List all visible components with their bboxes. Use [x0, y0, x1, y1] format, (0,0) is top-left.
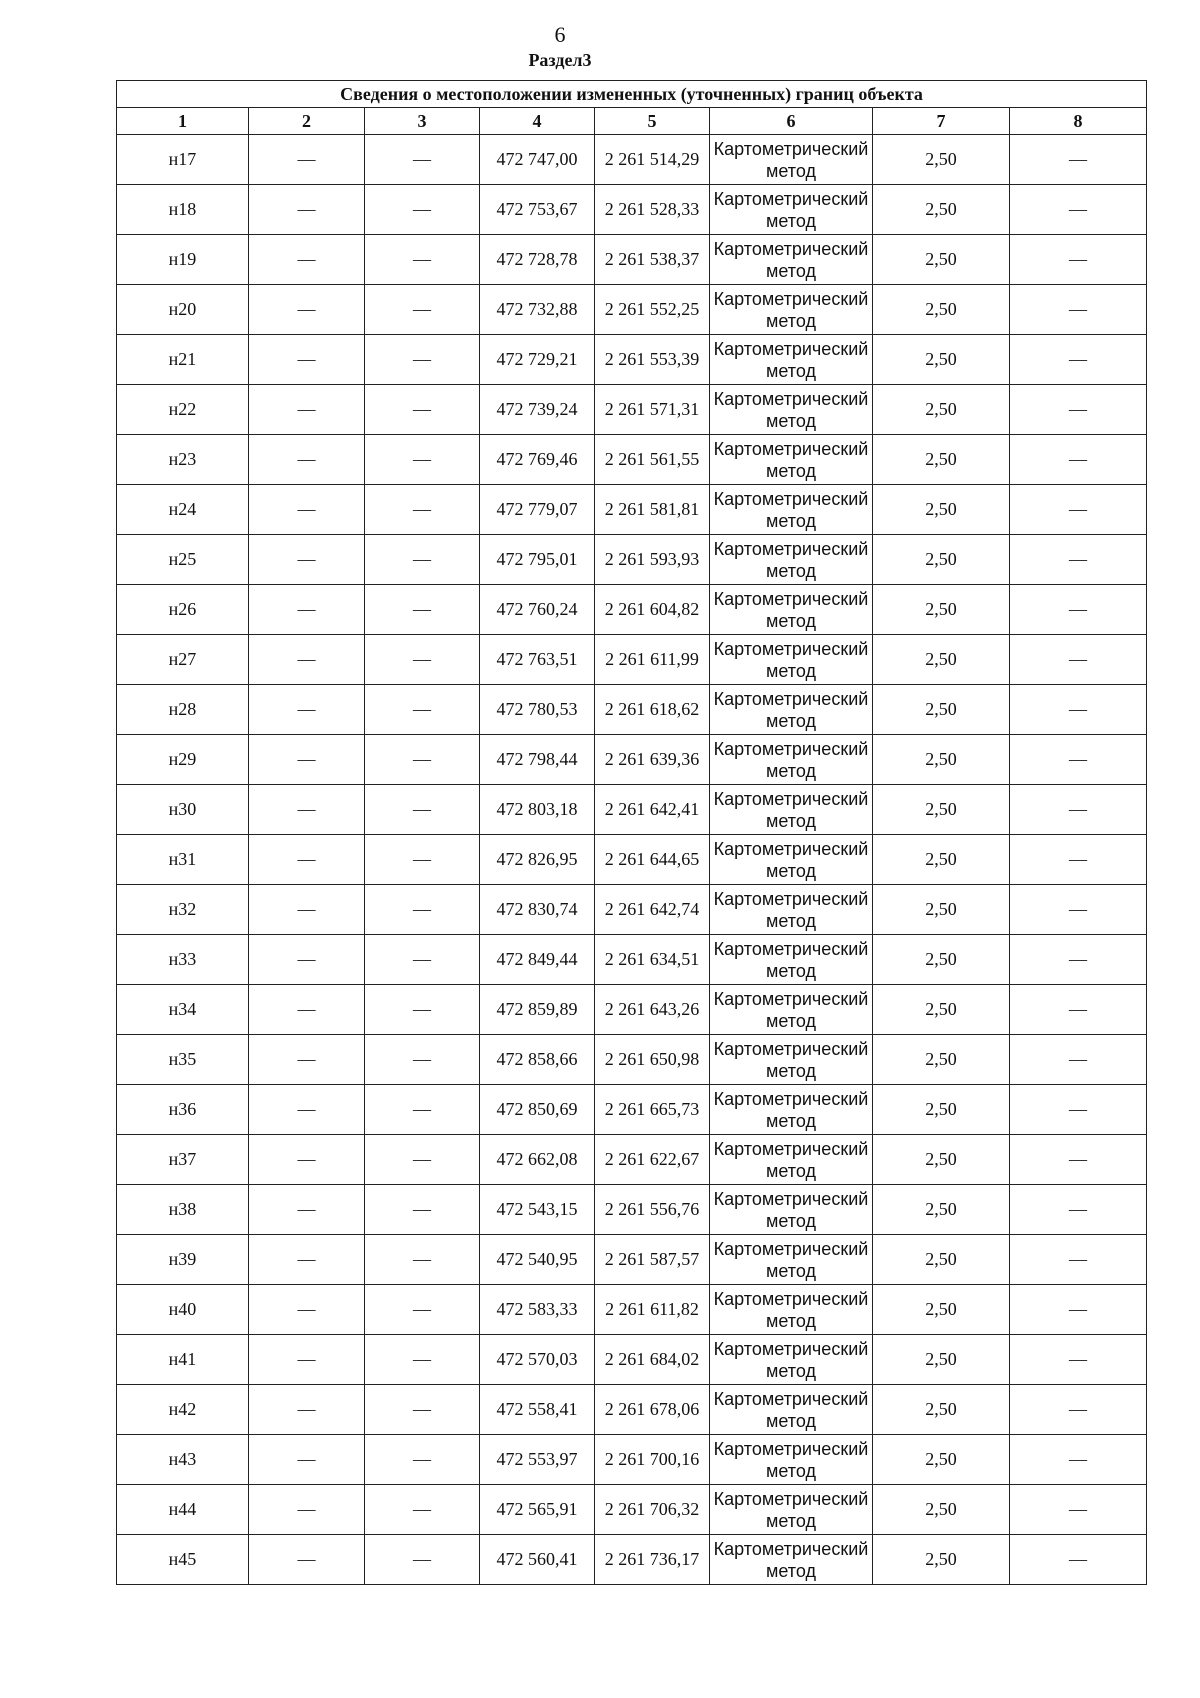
point-id-cell: н40 — [117, 1285, 249, 1335]
point-id-cell: н34 — [117, 985, 249, 1035]
y-coordinate-cell: 2 261 528,33 — [595, 185, 710, 235]
x-coordinate-cell: 472 662,08 — [480, 1135, 595, 1185]
col2-cell: — — [249, 585, 365, 635]
accuracy-cell: 2,50 — [873, 735, 1010, 785]
method-cell: Картометрический метод — [710, 635, 873, 685]
x-coordinate-cell: 472 780,53 — [480, 685, 595, 735]
col3-cell: — — [365, 1385, 480, 1435]
method-cell: Картометрический метод — [710, 235, 873, 285]
column-header-row — [117, 108, 1147, 135]
x-coordinate-cell: 472 728,78 — [480, 235, 595, 285]
point-id-cell: н45 — [117, 1535, 249, 1585]
table-row — [117, 1185, 1147, 1235]
col8-cell: — — [1010, 535, 1147, 585]
col3-cell: — — [365, 1285, 480, 1335]
x-coordinate-cell: 472 570,03 — [480, 1335, 595, 1385]
x-coordinate-cell: 472 739,24 — [480, 385, 595, 435]
col3-cell: — — [365, 685, 480, 735]
x-coordinate-cell: 472 747,00 — [480, 135, 595, 185]
col2-cell: — — [249, 1285, 365, 1335]
col2-cell: — — [249, 385, 365, 435]
accuracy-cell: 2,50 — [873, 1385, 1010, 1435]
point-id-cell: н43 — [117, 1435, 249, 1485]
table-row — [117, 485, 1147, 535]
point-id-cell: н25 — [117, 535, 249, 585]
x-coordinate-cell: 472 826,95 — [480, 835, 595, 885]
y-coordinate-cell: 2 261 644,65 — [595, 835, 710, 885]
accuracy-cell: 2,50 — [873, 585, 1010, 635]
table-row — [117, 1235, 1147, 1285]
y-coordinate-cell: 2 261 642,74 — [595, 885, 710, 935]
col3-cell: — — [365, 1185, 480, 1235]
accuracy-cell: 2,50 — [873, 985, 1010, 1035]
col3-cell: — — [365, 935, 480, 985]
col8-cell: — — [1010, 285, 1147, 335]
col3-cell: — — [365, 1485, 480, 1535]
x-coordinate-cell: 472 753,67 — [480, 185, 595, 235]
table-row — [117, 1135, 1147, 1185]
col3-cell: — — [365, 1435, 480, 1485]
accuracy-cell: 2,50 — [873, 885, 1010, 935]
x-coordinate-cell: 472 858,66 — [480, 1035, 595, 1085]
table-row — [117, 835, 1147, 885]
col3-cell: — — [365, 585, 480, 635]
col8-cell: — — [1010, 585, 1147, 635]
accuracy-cell: 2,50 — [873, 685, 1010, 735]
method-cell: Картометрический метод — [710, 735, 873, 785]
point-id-cell: н39 — [117, 1235, 249, 1285]
col8-cell: — — [1010, 385, 1147, 435]
point-id-cell: н21 — [117, 335, 249, 385]
point-id-cell: н38 — [117, 1185, 249, 1235]
x-coordinate-cell: 472 583,33 — [480, 1285, 595, 1335]
accuracy-cell: 2,50 — [873, 385, 1010, 435]
column-header-1: 1 — [117, 108, 249, 135]
point-id-cell: н33 — [117, 935, 249, 985]
col3-cell: — — [365, 535, 480, 585]
method-cell: Картометрический метод — [710, 1135, 873, 1185]
x-coordinate-cell: 472 553,97 — [480, 1435, 595, 1485]
col3-cell: — — [365, 385, 480, 435]
page-number: 6 — [554, 22, 566, 47]
col8-cell: — — [1010, 985, 1147, 1035]
y-coordinate-cell: 2 261 634,51 — [595, 935, 710, 985]
table-row — [117, 1285, 1147, 1335]
point-id-cell: н37 — [117, 1135, 249, 1185]
col3-cell: — — [365, 235, 480, 285]
col3-cell: — — [365, 1235, 480, 1285]
accuracy-cell: 2,50 — [873, 1335, 1010, 1385]
point-id-cell: н26 — [117, 585, 249, 635]
col8-cell: — — [1010, 735, 1147, 785]
point-id-cell: н27 — [117, 635, 249, 685]
method-cell: Картометрический метод — [710, 585, 873, 635]
col3-cell: — — [365, 485, 480, 535]
point-id-cell: н41 — [117, 1335, 249, 1385]
y-coordinate-cell: 2 261 678,06 — [595, 1385, 710, 1435]
col8-cell: — — [1010, 1385, 1147, 1435]
table-row — [117, 635, 1147, 685]
accuracy-cell: 2,50 — [873, 935, 1010, 985]
y-coordinate-cell: 2 261 571,31 — [595, 385, 710, 435]
col8-cell: — — [1010, 685, 1147, 735]
x-coordinate-cell: 472 732,88 — [480, 285, 595, 335]
accuracy-cell: 2,50 — [873, 785, 1010, 835]
y-coordinate-cell: 2 261 593,93 — [595, 535, 710, 585]
col8-cell: — — [1010, 635, 1147, 685]
col8-cell: — — [1010, 885, 1147, 935]
y-coordinate-cell: 2 261 611,82 — [595, 1285, 710, 1335]
point-id-cell: н19 — [117, 235, 249, 285]
accuracy-cell: 2,50 — [873, 435, 1010, 485]
y-coordinate-cell: 2 261 665,73 — [595, 1085, 710, 1135]
col2-cell: — — [249, 835, 365, 885]
method-cell: Картометрический метод — [710, 1485, 873, 1535]
col8-cell: — — [1010, 1285, 1147, 1335]
method-cell: Картометрический метод — [710, 435, 873, 485]
col8-cell: — — [1010, 1235, 1147, 1285]
point-id-cell: н35 — [117, 1035, 249, 1085]
table-row — [117, 435, 1147, 485]
point-id-cell: н24 — [117, 485, 249, 535]
y-coordinate-cell: 2 261 587,57 — [595, 1235, 710, 1285]
table-row — [117, 985, 1147, 1035]
col2-cell: — — [249, 935, 365, 985]
y-coordinate-cell: 2 261 618,62 — [595, 685, 710, 735]
table-row — [117, 735, 1147, 785]
col3-cell: — — [365, 185, 480, 235]
col2-cell: — — [249, 985, 365, 1035]
col3-cell: — — [365, 135, 480, 185]
point-id-cell: н36 — [117, 1085, 249, 1135]
y-coordinate-cell: 2 261 553,39 — [595, 335, 710, 385]
y-coordinate-cell: 2 261 556,76 — [595, 1185, 710, 1235]
col2-cell: — — [249, 1435, 365, 1485]
method-cell: Картометрический метод — [710, 285, 873, 335]
x-coordinate-cell: 472 859,89 — [480, 985, 595, 1035]
point-id-cell: н42 — [117, 1385, 249, 1435]
x-coordinate-cell: 472 849,44 — [480, 935, 595, 985]
col2-cell: — — [249, 1035, 365, 1085]
accuracy-cell: 2,50 — [873, 1285, 1010, 1335]
boundary-coordinates-table — [116, 80, 1147, 1585]
table-row — [117, 785, 1147, 835]
col2-cell: — — [249, 435, 365, 485]
point-id-cell: н17 — [117, 135, 249, 185]
method-cell: Картометрический метод — [710, 1335, 873, 1385]
x-coordinate-cell: 472 830,74 — [480, 885, 595, 935]
col8-cell: — — [1010, 335, 1147, 385]
col3-cell: — — [365, 1135, 480, 1185]
method-cell: Картометрический метод — [710, 335, 873, 385]
x-coordinate-cell: 472 565,91 — [480, 1485, 595, 1535]
method-cell: Картометрический метод — [710, 835, 873, 885]
method-cell: Картометрический метод — [710, 1035, 873, 1085]
accuracy-cell: 2,50 — [873, 635, 1010, 685]
col2-cell: — — [249, 1535, 365, 1585]
col2-cell: — — [249, 1485, 365, 1535]
x-coordinate-cell: 472 729,21 — [480, 335, 595, 385]
accuracy-cell: 2,50 — [873, 1185, 1010, 1235]
accuracy-cell: 2,50 — [873, 1235, 1010, 1285]
col8-cell: — — [1010, 1085, 1147, 1135]
table-row — [117, 135, 1147, 185]
x-coordinate-cell: 472 558,41 — [480, 1385, 595, 1435]
col2-cell: — — [249, 1385, 365, 1435]
col3-cell: — — [365, 1335, 480, 1385]
point-id-cell: н29 — [117, 735, 249, 785]
col3-cell: — — [365, 785, 480, 835]
point-id-cell: н22 — [117, 385, 249, 435]
x-coordinate-cell: 472 560,41 — [480, 1535, 595, 1585]
col3-cell: — — [365, 835, 480, 885]
method-cell: Картометрический метод — [710, 135, 873, 185]
x-coordinate-cell: 472 760,24 — [480, 585, 595, 635]
table-row — [117, 285, 1147, 335]
method-cell: Картометрический метод — [710, 1535, 873, 1585]
accuracy-cell: 2,50 — [873, 1035, 1010, 1085]
col8-cell: — — [1010, 835, 1147, 885]
table-row — [117, 335, 1147, 385]
accuracy-cell: 2,50 — [873, 1135, 1010, 1185]
table-row — [117, 1485, 1147, 1535]
point-id-cell: н44 — [117, 1485, 249, 1535]
col2-cell: — — [249, 685, 365, 735]
col2-cell: — — [249, 335, 365, 385]
col2-cell: — — [249, 1335, 365, 1385]
method-cell: Картометрический метод — [710, 1285, 873, 1335]
y-coordinate-cell: 2 261 561,55 — [595, 435, 710, 485]
col3-cell: — — [365, 435, 480, 485]
col3-cell: — — [365, 985, 480, 1035]
table-row — [117, 935, 1147, 985]
accuracy-cell: 2,50 — [873, 835, 1010, 885]
col8-cell: — — [1010, 485, 1147, 535]
x-coordinate-cell: 472 769,46 — [480, 435, 595, 485]
y-coordinate-cell: 2 261 684,02 — [595, 1335, 710, 1385]
col3-cell: — — [365, 735, 480, 785]
method-cell: Картометрический метод — [710, 785, 873, 835]
accuracy-cell: 2,50 — [873, 535, 1010, 585]
x-coordinate-cell: 472 540,95 — [480, 1235, 595, 1285]
x-coordinate-cell: 472 798,44 — [480, 735, 595, 785]
method-cell: Картометрический метод — [710, 485, 873, 535]
method-cell: Картометрический метод — [710, 535, 873, 585]
col8-cell: — — [1010, 935, 1147, 985]
col2-cell: — — [249, 285, 365, 335]
table-row — [117, 1435, 1147, 1485]
col8-cell: — — [1010, 785, 1147, 835]
method-cell: Картометрический метод — [710, 1385, 873, 1435]
col3-cell: — — [365, 885, 480, 935]
method-cell: Картометрический метод — [710, 885, 873, 935]
col2-cell: — — [249, 735, 365, 785]
point-id-cell: н28 — [117, 685, 249, 735]
table-row — [117, 885, 1147, 935]
col2-cell: — — [249, 885, 365, 935]
point-id-cell: н31 — [117, 835, 249, 885]
accuracy-cell: 2,50 — [873, 1485, 1010, 1535]
table-row — [117, 185, 1147, 235]
y-coordinate-cell: 2 261 643,26 — [595, 985, 710, 1035]
method-cell: Картометрический метод — [710, 185, 873, 235]
column-header-3: 3 — [365, 108, 480, 135]
col2-cell: — — [249, 485, 365, 535]
col2-cell: — — [249, 235, 365, 285]
y-coordinate-cell: 2 261 552,25 — [595, 285, 710, 335]
point-id-cell: н30 — [117, 785, 249, 835]
x-coordinate-cell: 472 543,15 — [480, 1185, 595, 1235]
accuracy-cell: 2,50 — [873, 485, 1010, 535]
col8-cell: — — [1010, 435, 1147, 485]
col2-cell: — — [249, 1135, 365, 1185]
accuracy-cell: 2,50 — [873, 185, 1010, 235]
column-header-8: 8 — [1010, 108, 1147, 135]
table-row — [117, 235, 1147, 285]
table-body — [117, 135, 1147, 1585]
y-coordinate-cell: 2 261 514,29 — [595, 135, 710, 185]
y-coordinate-cell: 2 261 604,82 — [595, 585, 710, 635]
col2-cell: — — [249, 1235, 365, 1285]
method-cell: Картометрический метод — [710, 1185, 873, 1235]
col8-cell: — — [1010, 235, 1147, 285]
table-row — [117, 1385, 1147, 1435]
col2-cell: — — [249, 635, 365, 685]
method-cell: Картометрический метод — [710, 685, 873, 735]
y-coordinate-cell: 2 261 581,81 — [595, 485, 710, 535]
col2-cell: — — [249, 185, 365, 235]
table-row — [117, 1335, 1147, 1385]
column-header-4: 4 — [480, 108, 595, 135]
col2-cell: — — [249, 135, 365, 185]
section-title: Раздел3 — [528, 50, 592, 70]
column-header-6: 6 — [710, 108, 873, 135]
col2-cell: — — [249, 785, 365, 835]
col8-cell: — — [1010, 185, 1147, 235]
x-coordinate-cell: 472 763,51 — [480, 635, 595, 685]
col8-cell: — — [1010, 1185, 1147, 1235]
accuracy-cell: 2,50 — [873, 285, 1010, 335]
col3-cell: — — [365, 1535, 480, 1585]
point-id-cell: н20 — [117, 285, 249, 335]
column-header-2: 2 — [249, 108, 365, 135]
table-title: Сведения о местоположении измененных (уточненных) границ объекта — [117, 81, 1147, 108]
table-row — [117, 585, 1147, 635]
y-coordinate-cell: 2 261 611,99 — [595, 635, 710, 685]
y-coordinate-cell: 2 261 736,17 — [595, 1535, 710, 1585]
y-coordinate-cell: 2 261 538,37 — [595, 235, 710, 285]
column-header-5: 5 — [595, 108, 710, 135]
table-row — [117, 385, 1147, 435]
y-coordinate-cell: 2 261 639,36 — [595, 735, 710, 785]
method-cell: Картометрический метод — [710, 1235, 873, 1285]
col2-cell: — — [249, 1085, 365, 1135]
x-coordinate-cell: 472 850,69 — [480, 1085, 595, 1135]
col3-cell: — — [365, 635, 480, 685]
col8-cell: — — [1010, 1535, 1147, 1585]
col3-cell: — — [365, 1035, 480, 1085]
col8-cell: — — [1010, 1135, 1147, 1185]
accuracy-cell: 2,50 — [873, 1085, 1010, 1135]
accuracy-cell: 2,50 — [873, 135, 1010, 185]
y-coordinate-cell: 2 261 700,16 — [595, 1435, 710, 1485]
x-coordinate-cell: 472 779,07 — [480, 485, 595, 535]
col8-cell: — — [1010, 1335, 1147, 1385]
col3-cell: — — [365, 1085, 480, 1135]
x-coordinate-cell: 472 803,18 — [480, 785, 595, 835]
y-coordinate-cell: 2 261 622,67 — [595, 1135, 710, 1185]
table-row — [117, 685, 1147, 735]
col8-cell: — — [1010, 135, 1147, 185]
col8-cell: — — [1010, 1035, 1147, 1085]
accuracy-cell: 2,50 — [873, 1435, 1010, 1485]
col8-cell: — — [1010, 1435, 1147, 1485]
method-cell: Картометрический метод — [710, 385, 873, 435]
accuracy-cell: 2,50 — [873, 1535, 1010, 1585]
col3-cell: — — [365, 285, 480, 335]
point-id-cell: н32 — [117, 885, 249, 935]
col8-cell: — — [1010, 1485, 1147, 1535]
method-cell: Картометрический метод — [710, 935, 873, 985]
y-coordinate-cell: 2 261 650,98 — [595, 1035, 710, 1085]
col2-cell: — — [249, 1185, 365, 1235]
table-row — [117, 535, 1147, 585]
y-coordinate-cell: 2 261 642,41 — [595, 785, 710, 835]
y-coordinate-cell: 2 261 706,32 — [595, 1485, 710, 1535]
method-cell: Картометрический метод — [710, 985, 873, 1035]
table-row — [117, 1535, 1147, 1585]
method-cell: Картометрический метод — [710, 1435, 873, 1485]
table-row — [117, 1085, 1147, 1135]
col3-cell: — — [365, 335, 480, 385]
col2-cell: — — [249, 535, 365, 585]
column-header-7: 7 — [873, 108, 1010, 135]
method-cell: Картометрический метод — [710, 1085, 873, 1135]
table-row — [117, 1035, 1147, 1085]
x-coordinate-cell: 472 795,01 — [480, 535, 595, 585]
accuracy-cell: 2,50 — [873, 335, 1010, 385]
accuracy-cell: 2,50 — [873, 235, 1010, 285]
point-id-cell: н18 — [117, 185, 249, 235]
point-id-cell: н23 — [117, 435, 249, 485]
